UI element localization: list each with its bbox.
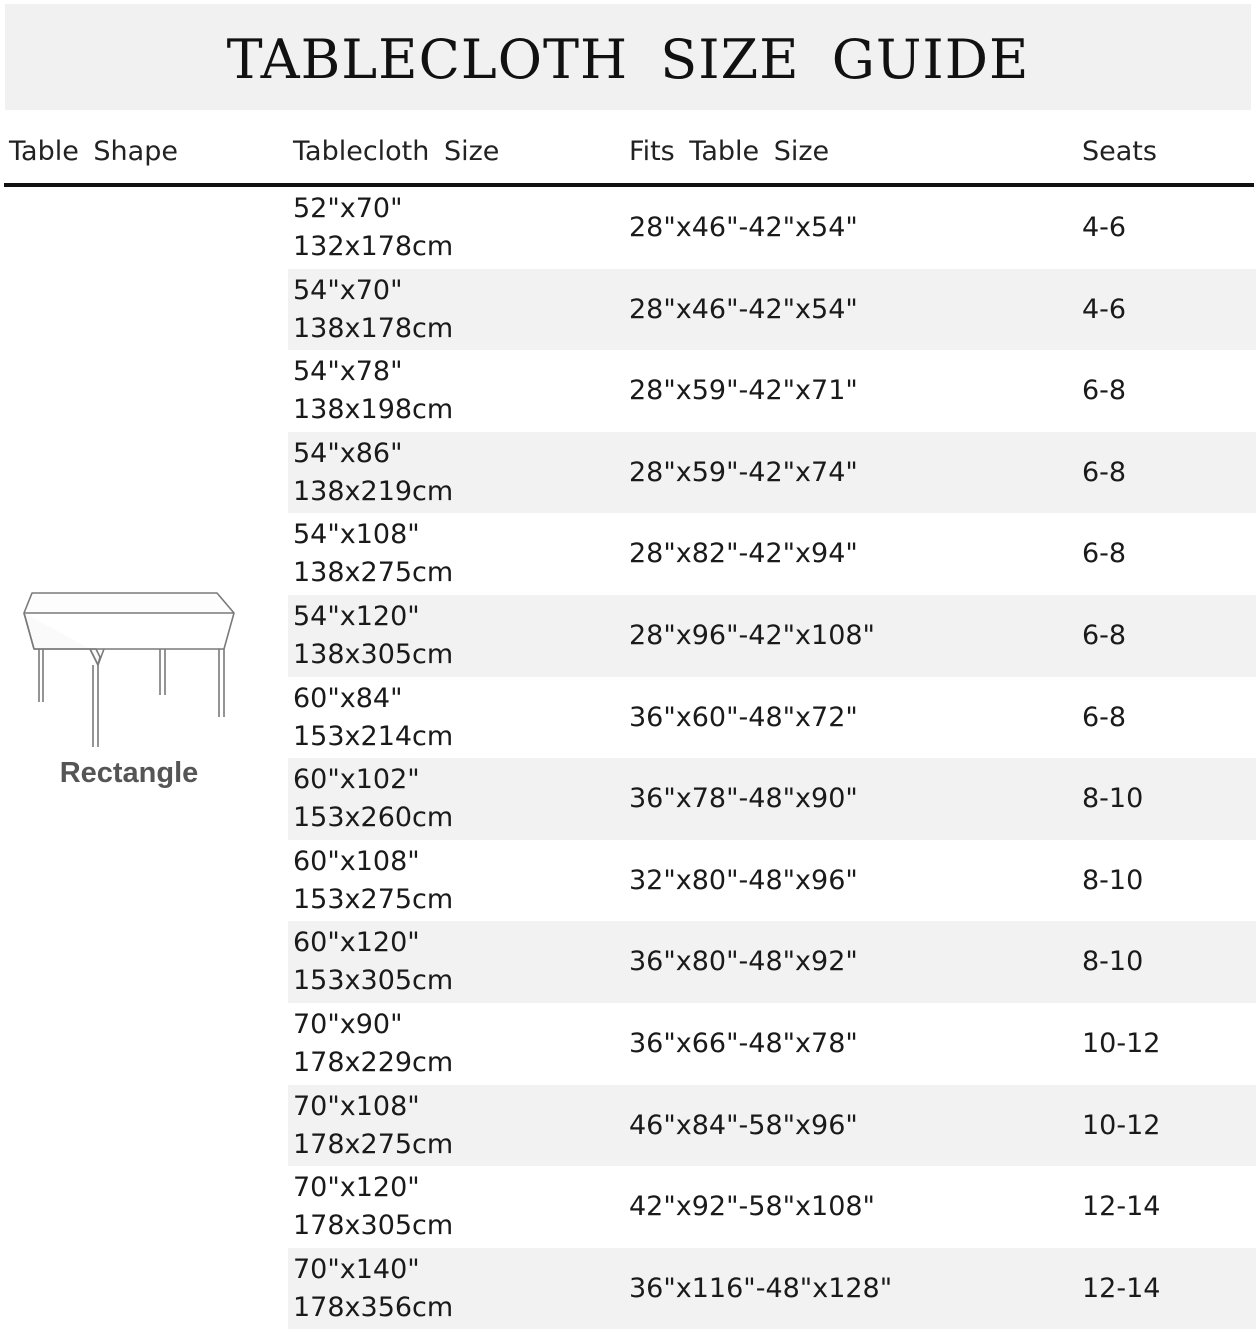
tablecloth-size-cm: 153x260cm <box>293 802 454 834</box>
seats-value: 8-10 <box>1082 864 1144 896</box>
table-row <box>288 758 1256 840</box>
table-row <box>288 840 1256 922</box>
tablecloth-size-inches: 54"x108" <box>293 519 420 551</box>
table-row <box>288 269 1256 351</box>
table-row <box>288 513 1256 595</box>
title-banner <box>5 4 1251 110</box>
tablecloth-size-inches: 70"x108" <box>293 1090 420 1122</box>
tablecloth-size-inches: 60"x102" <box>293 764 420 796</box>
tablecloth-size-inches: 70"x120" <box>293 1172 420 1204</box>
seats-value: 6-8 <box>1082 375 1127 407</box>
tablecloth-size-cm: 178x275cm <box>293 1128 454 1160</box>
tablecloth-size-cm: 138x198cm <box>293 394 454 426</box>
table-shape-column <box>0 187 288 1331</box>
tablecloth-size-inches: 60"x84" <box>293 682 403 714</box>
tablecloth-size-inches: 52"x70" <box>293 193 403 224</box>
tablecloth-size-inches: 70"x90" <box>293 1008 403 1040</box>
table-row <box>288 432 1256 514</box>
fits-table-size: 32"x80"-48"x96" <box>629 864 858 896</box>
table-row <box>288 1166 1256 1248</box>
seats-value: 10-12 <box>1082 1027 1161 1059</box>
fits-table-size: 42"x92"-58"x108" <box>629 1191 875 1223</box>
tablecloth-size-inches: 54"x70" <box>293 274 403 306</box>
table-header <box>0 112 1256 184</box>
fits-table-size: 28"x46"-42"x54" <box>629 293 858 325</box>
tablecloth-size-cm: 132x178cm <box>293 231 454 262</box>
seats-value: 10-12 <box>1082 1109 1161 1141</box>
tablecloth-size-cm: 138x305cm <box>293 638 454 670</box>
fits-table-size: 28"x59"-42"x74" <box>629 456 858 488</box>
header-tablecloth-size: Tablecloth Size <box>293 136 500 167</box>
fits-table-size: 36"x66"-48"x78" <box>629 1027 858 1059</box>
fits-table-size: 36"x60"-48"x72" <box>629 701 858 733</box>
fits-table-size: 28"x59"-42"x71" <box>629 375 858 407</box>
tablecloth-size-inches: 60"x120" <box>293 927 420 959</box>
header-fits-table-size: Fits Table Size <box>629 136 830 167</box>
seats-value: 8-10 <box>1082 946 1144 978</box>
table-row <box>288 1248 1256 1330</box>
tablecloth-size-cm: 153x214cm <box>293 720 454 752</box>
seats-value: 8-10 <box>1082 783 1144 815</box>
tablecloth-size-inches: 54"x78" <box>293 356 403 388</box>
tablecloth-size-cm: 153x305cm <box>293 965 454 997</box>
header-seats: Seats <box>1082 136 1157 167</box>
tablecloth-size-cm: 178x229cm <box>293 1046 454 1078</box>
seats-value: 12-14 <box>1082 1191 1161 1223</box>
seats-value: 4-6 <box>1082 212 1127 243</box>
table-row <box>288 1003 1256 1085</box>
page-title: TABLECLOTH SIZE GUIDE <box>226 27 1030 91</box>
fits-table-size: 36"x78"-48"x90" <box>629 783 858 815</box>
tablecloth-size-cm: 178x305cm <box>293 1210 454 1242</box>
shape-card <box>20 557 242 802</box>
fits-table-size: 36"x116"-48"x128" <box>629 1272 893 1304</box>
tablecloth-size-cm: 138x275cm <box>293 557 454 589</box>
table-row <box>288 677 1256 759</box>
seats-value: 6-8 <box>1082 619 1127 651</box>
table-row <box>288 350 1256 432</box>
shape-label: Rectangle <box>59 757 199 789</box>
tablecloth-size-cm: 153x275cm <box>293 883 454 915</box>
fits-table-size: 28"x96"-42"x108" <box>629 619 875 651</box>
tablecloth-size-inches: 54"x86" <box>293 437 403 469</box>
seats-value: 12-14 <box>1082 1272 1161 1304</box>
header-table-shape: Table Shape <box>9 136 178 167</box>
table-row <box>288 595 1256 677</box>
seats-value: 6-8 <box>1082 701 1127 733</box>
fits-table-size: 46"x84"-58"x96" <box>629 1109 858 1141</box>
table-row <box>288 921 1256 1003</box>
table-row <box>288 187 1256 269</box>
table-row <box>288 1085 1256 1167</box>
seats-value: 4-6 <box>1082 293 1127 325</box>
tablecloth-size-cm: 138x219cm <box>293 475 454 507</box>
rectangle-table-icon <box>20 557 242 747</box>
tablecloth-size-cm: 178x356cm <box>293 1291 454 1323</box>
seats-value: 6-8 <box>1082 538 1127 570</box>
tablecloth-size-inches: 54"x120" <box>293 600 420 632</box>
fits-table-size: 28"x46"-42"x54" <box>629 212 858 243</box>
size-rows <box>288 187 1256 1329</box>
fits-table-size: 28"x82"-42"x94" <box>629 538 858 570</box>
tablecloth-size-cm: 138x178cm <box>293 312 454 344</box>
tablecloth-size-inches: 70"x140" <box>293 1253 420 1285</box>
seats-value: 6-8 <box>1082 456 1127 488</box>
fits-table-size: 36"x80"-48"x92" <box>629 946 858 978</box>
tablecloth-size-inches: 60"x108" <box>293 845 420 877</box>
